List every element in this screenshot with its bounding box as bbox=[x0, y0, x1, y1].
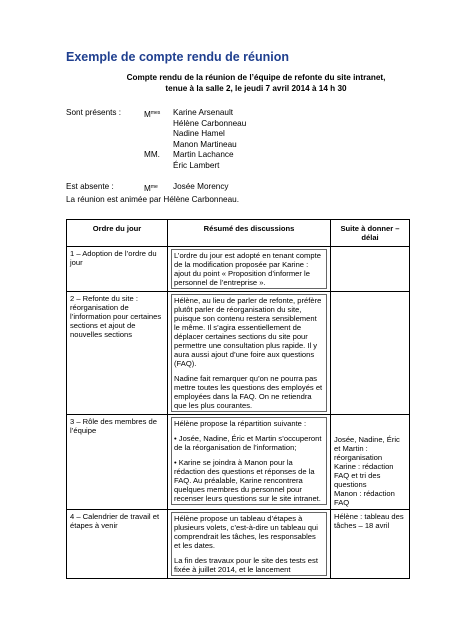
table-row bbox=[67, 510, 410, 579]
subtitle-line-1: Compte rendu de la réunion de l’équipe de refonte du site intranet, bbox=[126, 73, 386, 82]
document-title: Exemple de compte rendu de réunion bbox=[66, 50, 289, 64]
summary-bullet: • Karine se joindra à Manon pour la rédaction des questions et réponses de la FAQ. Au préalable, Karine rencontrera quelques membres du personnel pour recenser leurs questions sur le site intranet. bbox=[174, 458, 321, 503]
table-row bbox=[67, 292, 410, 415]
summary-paragraph: Nadine fait remarquer qu’on ne pourra pas mettre toutes les questions des employés et employées dans la FAQ. On ne retiendra que les plus courantes. bbox=[174, 374, 323, 410]
summary-cell bbox=[168, 510, 331, 579]
attendee-name: Nadine Hamel bbox=[173, 129, 225, 138]
summary-paragraph: Hélène propose un tableau d’étapes à plusieurs volets, c’est-à-dire un tableau qui comprendrait les tâches, les responsables et les dates. bbox=[174, 514, 318, 550]
action-item: Hélène : tableau des tâches – 18 avril bbox=[334, 512, 404, 530]
agenda-cell: 3 – Rôle des membres de l’équipe bbox=[67, 415, 168, 510]
intro-text: La réunion est animée par Hélène Carbonneau. bbox=[66, 195, 239, 204]
agenda-cell: 4 – Calendrier de travail et étapes à venir bbox=[67, 510, 168, 579]
action-item: Josée, Nadine, Éric et Martin : réorganisation bbox=[334, 435, 400, 462]
table-row bbox=[67, 415, 410, 510]
attendee-name: Martin Lachance bbox=[173, 150, 234, 159]
title-mmes: $M^{mes}$ bbox=[144, 110, 161, 119]
title-mm: MM. bbox=[144, 150, 160, 159]
summary-paragraph: Hélène, au lieu de parler de refonte, préfère plutôt parler de réorganisation du site, puisque son contenu restera sensiblement le même. Il s’agira essentiellement de déplacer certaines sections du site pour permettre une consultation plus rapide. Il y aura aussi ajout d’une foire aux questions (FAQ). bbox=[174, 296, 322, 368]
action-item: Karine : rédaction FAQ et tri des questions bbox=[334, 462, 394, 489]
action-item: Manon : rédaction FAQ bbox=[334, 489, 395, 507]
header-summary: Résumé des discussions bbox=[168, 220, 331, 247]
summary-cell bbox=[168, 292, 331, 415]
attendee-name: Manon Martineau bbox=[173, 139, 237, 149]
absent-name: Josée Morency bbox=[173, 181, 229, 191]
summary-cell bbox=[168, 247, 331, 292]
actions-cell bbox=[331, 292, 410, 415]
summary-cell bbox=[168, 415, 331, 510]
actions-cell bbox=[331, 510, 410, 579]
summary-paragraph: La fin des travaux pour le site des tests est fixée à juillet 2014, et le lancement bbox=[174, 556, 318, 574]
actions-cell bbox=[331, 247, 410, 292]
attendee-name: Karine Arsenault bbox=[173, 108, 234, 117]
header-agenda: Ordre du jour bbox=[67, 220, 168, 247]
agenda-cell: 2 – Refonte du site : réorganisation de l’information pour certaines sections et ajout de nouvelles sections bbox=[67, 292, 168, 415]
attendee-name: Éric Lambert bbox=[173, 160, 220, 170]
summary-bullet: • Josée, Nadine, Éric et Martin s’occuperont de la réorganisation de l’information; bbox=[174, 434, 322, 452]
meeting-subtitle bbox=[66, 72, 446, 94]
absent-label: Est absente : bbox=[66, 181, 114, 191]
title-mme: $M^{me}$ bbox=[144, 183, 158, 193]
header-actions: Suite à donner – délai bbox=[331, 220, 410, 247]
attendee-name: Hélène Carbonneau bbox=[173, 118, 247, 128]
actions-cell bbox=[331, 415, 410, 510]
summary-paragraph: L’ordre du jour est adopté en tenant compte de la modification proposée par Karine : ajout du point « Proposition d’informer le personnel de l’entreprise ». bbox=[174, 251, 321, 287]
present-label: Sont présents : bbox=[66, 108, 122, 117]
minutes-table bbox=[66, 219, 410, 579]
summary-paragraph: Hélène propose la répartition suivante : bbox=[174, 419, 307, 428]
table-header-row bbox=[67, 220, 410, 247]
subtitle-line-2: tenue à la salle 2, le jeudi 7 avril 2014 à 14 h 30 bbox=[165, 84, 347, 93]
table-row bbox=[67, 247, 410, 292]
agenda-cell: 1 – Adoption de l’ordre du jour bbox=[67, 247, 168, 292]
